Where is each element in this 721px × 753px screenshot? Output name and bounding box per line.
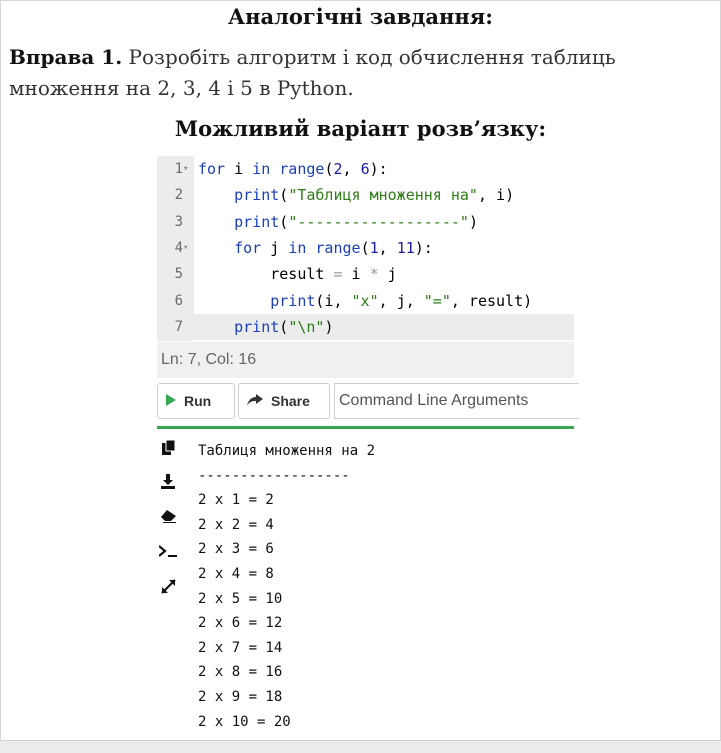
code-line[interactable]	[157, 261, 574, 287]
output-line: 2 x 8 = 16	[198, 664, 283, 681]
run-toolbar	[157, 380, 574, 426]
line-number: 2	[174, 187, 183, 204]
code-text: for i in range(2, 6):	[198, 160, 388, 178]
fold-marker-icon[interactable]: ▾	[183, 164, 189, 174]
line-number: 4	[174, 239, 183, 256]
code-text: result = i * j	[270, 265, 397, 284]
output-line: 2 x 3 = 6	[198, 541, 274, 558]
output-line: 2 x 6 = 12	[198, 615, 283, 632]
share-button-label: Share	[271, 393, 310, 409]
download-icon[interactable]	[159, 472, 177, 490]
code-text: for j in range(1, 11):	[234, 238, 433, 257]
task-paragraph	[9, 42, 709, 104]
line-number: 3	[174, 213, 183, 230]
output-line: 2 x 4 = 8	[198, 566, 274, 582]
page-bottom-rule	[0, 740, 721, 753]
code-line[interactable]	[157, 288, 574, 314]
share-icon	[247, 393, 263, 409]
terminal-icon[interactable]	[159, 542, 177, 560]
code-text: print(i, "x", j, "=", result)	[270, 291, 533, 310]
output-line: 2 x 7 = 14	[198, 639, 283, 656]
eraser-icon[interactable]	[159, 507, 177, 525]
line-number: 7	[174, 318, 183, 335]
code-text: print("Таблиця множення на", i)	[234, 186, 515, 205]
output-line: 2 x 2 = 4	[198, 516, 274, 533]
line-number: 5	[174, 266, 183, 283]
output-line: Таблиця множення на 2	[198, 443, 376, 459]
code-line[interactable]	[157, 156, 574, 182]
task-text: Розробіть алгоритм і код обчислення таблиць множення на 2, 3, 4 і 5 в Python.	[9, 45, 616, 100]
expand-icon[interactable]	[159, 577, 177, 595]
output-line: ------------------	[198, 467, 350, 484]
output-line: 2 x 5 = 10	[198, 590, 283, 607]
output-line: 2 x 9 = 18	[198, 689, 283, 705]
command-line-args-input[interactable]: Command Line Arguments	[334, 383, 579, 419]
copy-icon[interactable]	[159, 438, 177, 456]
section-heading-solution: Можливий варіант розв’язку:	[174, 116, 547, 141]
fold-marker-icon[interactable]: ▾	[183, 242, 189, 253]
code-text: print("------------------")	[234, 212, 478, 231]
play-icon	[166, 393, 176, 409]
section-heading-analog-tasks: Аналогічні завдання:	[228, 4, 493, 29]
run-button[interactable]	[157, 383, 235, 419]
output-console	[157, 429, 574, 734]
code-line[interactable]	[157, 209, 574, 235]
code-line[interactable]	[157, 314, 574, 340]
output-line: 2 x 1 = 2	[198, 492, 274, 509]
line-number: 1	[174, 161, 183, 177]
code-text: print("\n")	[234, 317, 334, 336]
share-button[interactable]	[238, 383, 330, 419]
code-line[interactable]	[157, 235, 574, 261]
task-label: Вправа 1.	[9, 45, 123, 69]
line-number: 6	[174, 292, 183, 309]
cursor-position-status: Ln: 7, Col: 16	[157, 342, 574, 378]
code-editor[interactable]	[157, 156, 574, 341]
run-button-label: Run	[184, 393, 212, 409]
output-line: 2 x 10 = 20	[198, 713, 291, 730]
code-line[interactable]	[157, 182, 574, 208]
